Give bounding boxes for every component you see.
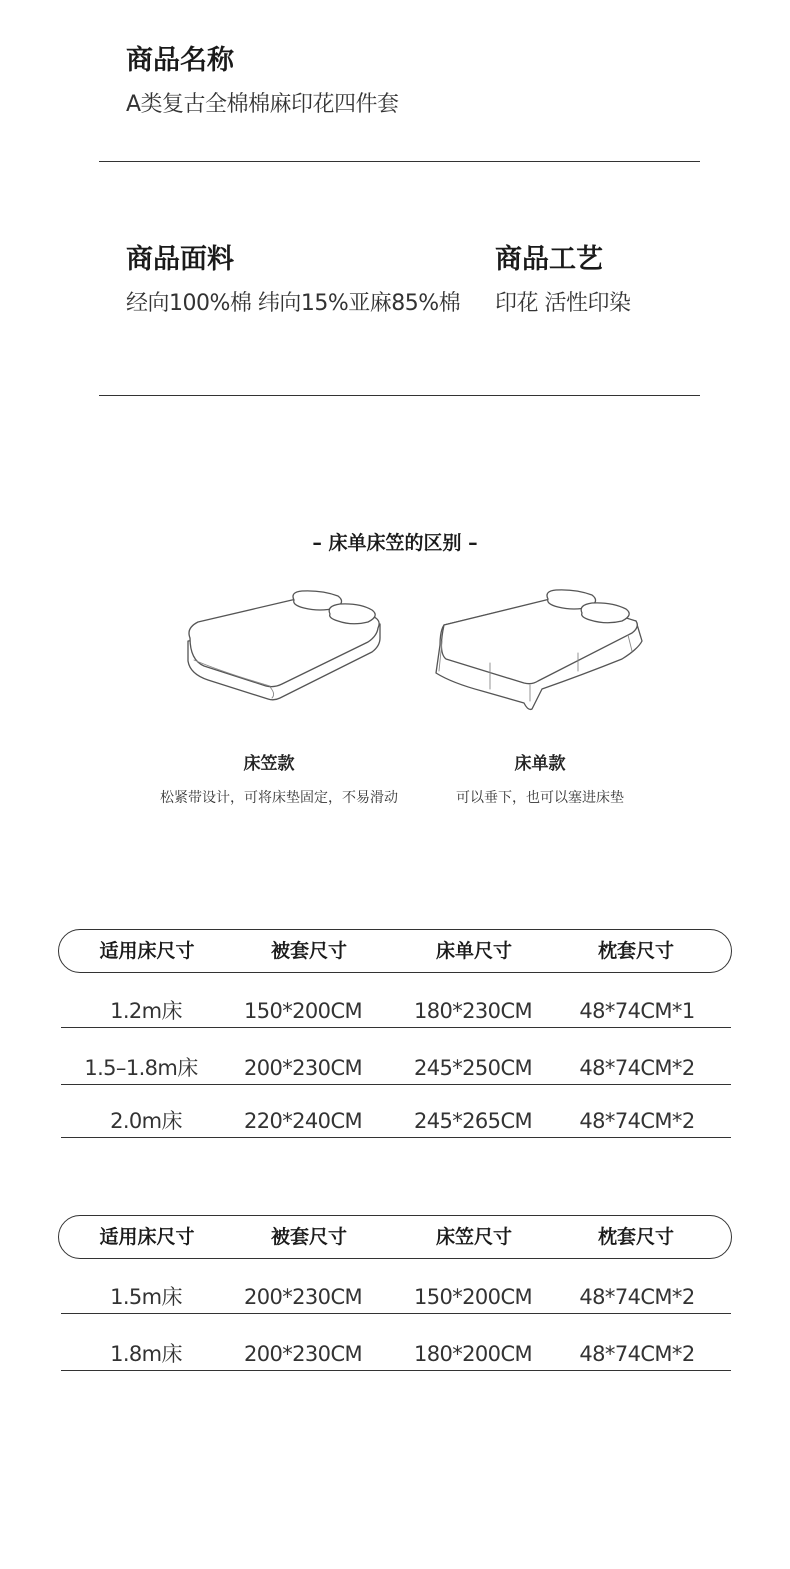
table-cell: 48*74CM*2 [579,1342,695,1366]
flat-sheet-desc: 可以垂下，也可以塞进床垫 [456,790,624,806]
table-cell: 1.5–1.8m床 [84,1056,198,1080]
table-cell: 200*230CM [243,1285,363,1309]
table-cell: 180*230CM [413,999,533,1023]
fitted-col-pillow-size: 枕套尺寸 [597,1226,675,1248]
fitted-table-header [58,1215,732,1259]
fitted-bed-icon [182,588,387,703]
fitted-sheet-name: 床笠款 [243,754,295,774]
table-cell: 245*250CM [413,1056,533,1080]
table-cell: 48*74CM*2 [579,1109,695,1133]
table-row [61,1314,731,1371]
table-cell: 48*74CM*2 [579,1056,695,1080]
fitted-col-fitted-size: 床笠尺寸 [435,1226,513,1248]
table-row [61,1028,731,1085]
fabric-label: 商品面料 [126,244,234,275]
flat-bed-icon [432,585,644,715]
sheet-col-sheet-size: 床单尺寸 [435,940,513,962]
fabric-block [126,243,460,319]
table-cell: 48*74CM*1 [579,999,695,1023]
table-cell: 180*200CM [413,1342,533,1366]
sheet-col-quilt-size: 被套尺寸 [270,940,348,962]
flat-sheet-name: 床单款 [514,754,566,774]
fabric-value: 经向100%棉 纬向15%亚麻85%棉 [126,291,461,316]
product-name-label: 商品名称 [126,45,234,76]
table-cell: 245*265CM [413,1109,533,1133]
product-name-block [126,44,399,120]
table-row [61,973,731,1028]
craft-block [495,243,631,319]
table-cell: 2.0m床 [110,1109,182,1133]
table-cell: 200*230CM [243,1342,363,1366]
product-name-value: A类复古全棉棉麻印花四件套 [126,92,399,117]
difference-title: – 床单床笠的区别 – [312,532,478,554]
flat-sheet-illustration [432,585,644,715]
craft-label: 商品工艺 [495,244,603,275]
table-cell: 150*200CM [243,999,363,1023]
table-cell: 220*240CM [243,1109,363,1133]
sheet-table-header [58,929,732,973]
table-cell: 1.5m床 [110,1285,182,1309]
fitted-col-quilt-size: 被套尺寸 [270,1226,348,1248]
divider-1 [99,161,700,162]
table-row [61,1085,731,1138]
sheet-size-table [58,929,732,1138]
fitted-sheet-illustration [182,588,387,703]
fitted-sheet-desc: 松紧带设计，可将床垫固定，不易滑动 [160,790,398,806]
table-cell: 150*200CM [413,1285,533,1309]
table-cell: 48*74CM*2 [579,1285,695,1309]
divider-2 [99,395,700,396]
table-cell: 200*230CM [243,1056,363,1080]
table-cell: 1.2m床 [110,999,182,1023]
fitted-col-bed-size: 适用床尺寸 [99,1226,195,1248]
craft-value: 印花 活性印染 [495,291,631,316]
table-cell: 1.8m床 [110,1342,182,1366]
fitted-size-table [58,1215,732,1371]
sheet-col-bed-size: 适用床尺寸 [99,940,195,962]
sheet-col-pillow-size: 枕套尺寸 [597,940,675,962]
table-row [61,1259,731,1314]
